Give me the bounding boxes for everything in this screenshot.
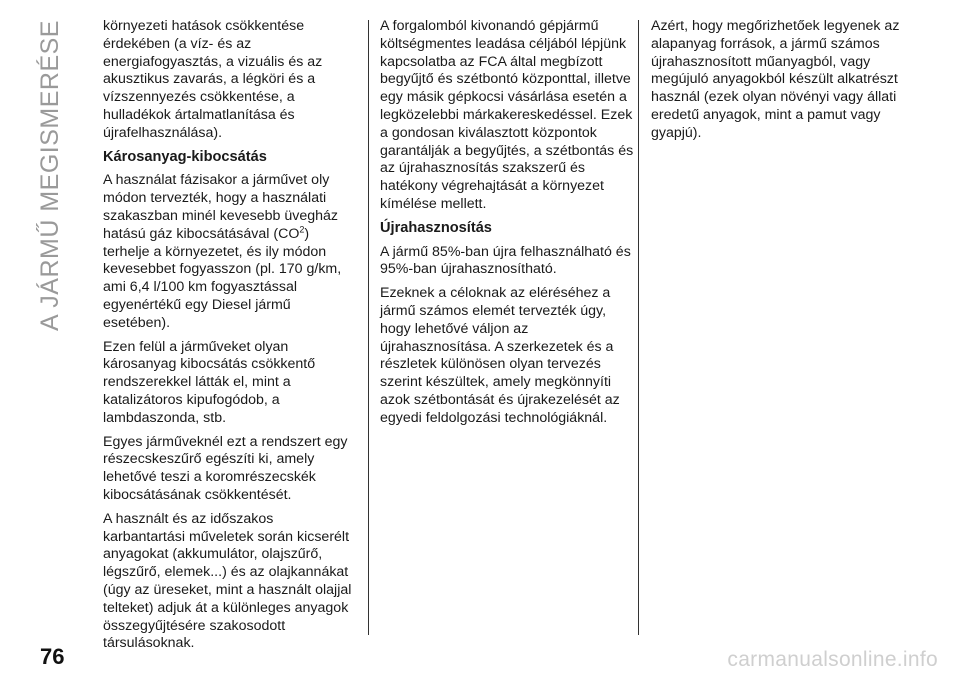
- heading-recycling: Újrahasznosítás: [380, 219, 492, 236]
- co2-subscript: 2: [299, 224, 305, 235]
- paragraph: A jármű 85%-ban újra felhasználható és 95%-ban újrahasznosítható.: [380, 243, 631, 278]
- paragraph-co2: [103, 172, 358, 332]
- text-column-2: [380, 18, 635, 434]
- paragraph: Ezen felül a járműveket olyan károsanyag kibocsátás csökkentő rendszerekkel látták el, mint a katalizátoros kipufogódob, a lambdaszonda, stb.: [103, 338, 316, 426]
- paragraph: A forgalomból kivonandó gépjármű költségmentes leadása céljából lépjünk kapcsolatba az FCA által megbízott begyűjtő és szétbontó központtal, illetve egy másik gépkocsi vásárlása esetén a legközelebbi márkakereskedéssel. Ezek a gondosan kiválasztott központok garantálják a begyűjtés, a szétbontás és az újrahasznosítás szakszerű és hatékony végrehajtását a környezet kímélése mellett.: [380, 18, 634, 212]
- text-column-1: [103, 18, 358, 659]
- paragraph: környezeti hatások csökkentése érdekében (a víz- és az energiafogyasztás, a vizuális és az akusztikus zavarás, a légköri és a vízszennyezés csökkentése, a hulladékok ártalmatlanítása és újrafelhasználása).: [103, 18, 323, 141]
- watermark: carmanualsonline.info: [727, 648, 938, 671]
- page-number: 76: [40, 644, 65, 669]
- paragraph: A használt és az időszakos karbantartási műveletek során kicserélt anyagokat (akkumulátor, olajszűrő, légszűrő, elemek...) és az olajkannákat (úgy az üreseket, mint a használt olajjal telteket) adjuk át a különleges anyagok összegyűjtésére szakosodott társulásoknak.: [103, 510, 352, 652]
- column-divider: [368, 20, 369, 635]
- paragraph: Azért, hogy megőrizhetőek legyenek az alapanyag források, a jármű számos újrahasznosított műanyagból, vagy megújuló anyagokból készült alkatrészt használ (ezek olyan növényi vagy állati eredetű anyagok, mint a pamut vagy gyapjú).: [651, 18, 900, 141]
- paragraph-co2-part1: A használat fázisakor a járművet oly módon tervezték, hogy a használati szakaszban minél kevesebb üvegház hatású gáz kibocsátásával (CO: [103, 172, 339, 242]
- text-column-3: [651, 18, 906, 149]
- section-side-title: [25, 19, 75, 331]
- heading-emissions: Károsanyag-kibocsátás: [103, 148, 267, 165]
- paragraph-co2-part2: ) terhelje a környezetet, és ily módon kevesebbet fogyasszon (pl. 170 g/km, ami 6,4 l/100 km fogyasztással egyenértékű egy Diesel jármű esetében).: [103, 225, 342, 331]
- section-side-title-text: A JÁRMŰ MEGISMERÉSE: [35, 19, 64, 331]
- paragraph: Ezeknek a céloknak az eléréséhez a jármű számos elemét tervezték úgy, hogy lehetővé váljon az újrahasznosítása. A szerkezetek és a részletek különösen olyan tervezés szerint készültek, amely megkönnyíti azok szétbontását és újrakezelését az egyedi feldolgozási technológiáknál.: [380, 285, 620, 426]
- paragraph: Egyes járműveknél ezt a rendszert egy részecskeszűrő egészíti ki, amely lehetővé teszi a koromrészecskék kibocsátásának csökkentését.: [103, 433, 348, 503]
- column-divider: [638, 20, 639, 635]
